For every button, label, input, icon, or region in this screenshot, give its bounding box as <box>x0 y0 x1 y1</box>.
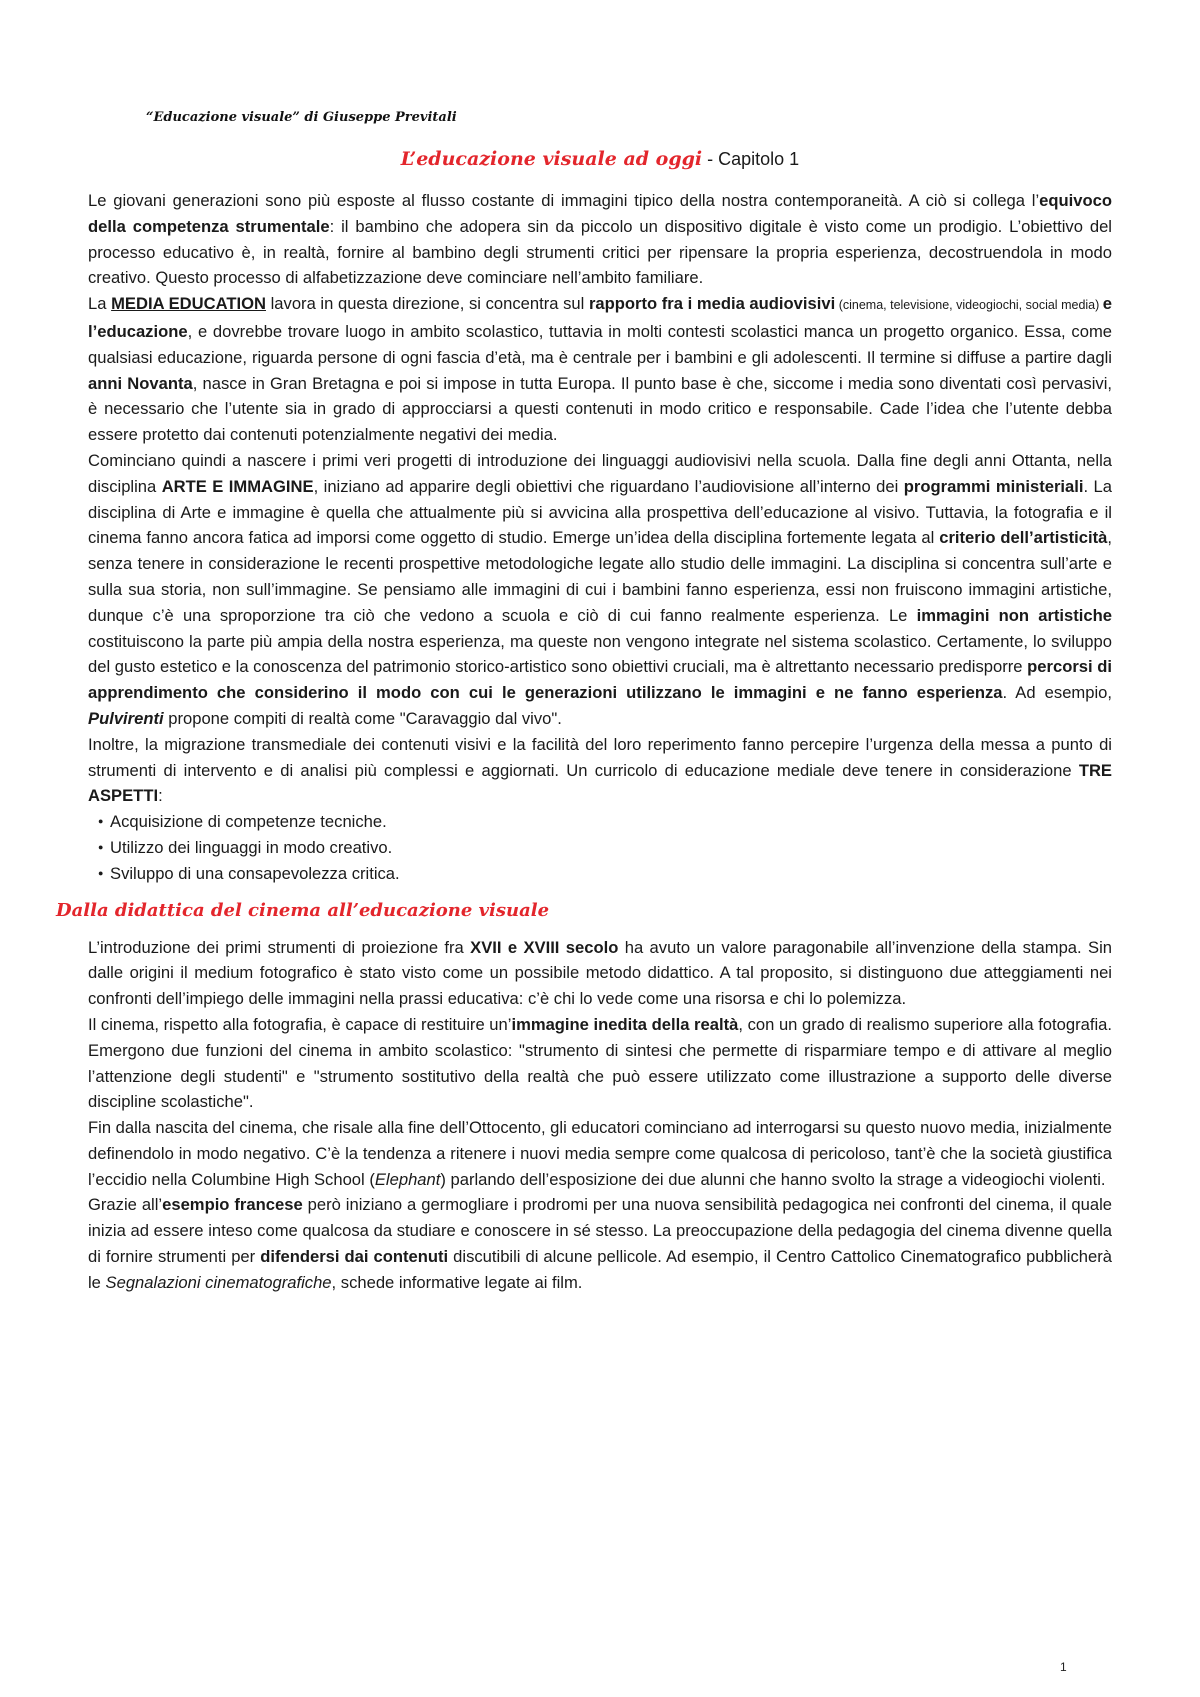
bold-term: XVII e XVIII secolo <box>470 937 619 957</box>
text: : <box>158 786 163 806</box>
paragraph-1 <box>88 188 1112 291</box>
text: . Ad esempio, <box>1002 683 1112 703</box>
text: L’introduzione dei primi strumenti di proiezione fra <box>88 937 471 957</box>
text: ha avuto un valore paragonabile all’invenzione della stampa. Sin dalle origini il medium fotografico è stato visto come un possibile metodo didattico. A tal proposito, si distinguono due atteggiamenti nei confronti dell’impiego delle immagini nella prassi educativa: c’è chi lo vede come una risorsa e chi lo polemizza. <box>88 937 1112 1009</box>
text: Le giovani generazioni sono più esposte al flusso costante di immagini tipico della nostra contemporaneità. A ciò si collega l’ <box>88 191 1040 210</box>
text: . La disciplina di Arte e immagine è quella che attualmente più si avvicina alla prospettiva dell’educazione al visivo. Tuttavia, la fotografia e il cinema fanno ancora fatica ad imporsi come oggetto di studio. Emerge un’idea della disciplina fortemente legata al <box>88 476 1112 548</box>
bold-term: immagine inedita della realtà <box>511 1014 739 1034</box>
bold-term: immagini non artistiche <box>916 605 1112 625</box>
text: Cominciano quindi a nascere i primi veri progetti di introduzione dei linguaggi audiovisivi nella scuola. Dalla fine degli anni Ottanta, nella disciplina <box>88 450 1112 496</box>
aspects-list <box>88 809 1112 886</box>
document-header: “Educazione visuale” di Giuseppe Previtali <box>146 110 457 125</box>
text: ) parlando dell’esposizione dei due alunni che hanno svolto la strage a videogiochi violenti. <box>440 1169 1106 1189</box>
chapter-title <box>0 148 1200 170</box>
bold-term: TRE ASPETTI <box>88 760 1112 806</box>
bold-term: rapporto fra i media audiovisivi <box>588 294 836 314</box>
paragraph-3 <box>88 448 1112 732</box>
text: , con un grado di realismo superiore alla fotografia. Emergono due funzioni del cinema in ambito scolastico: "strumento di sintesi che permette di risparmiare tempo e di attivare al meglio l’attenzione degli studenti" e "strumento sostitutivo della realtà che può essere utilizzato come illustrazione a supporto delle diverse discipline scolastiche". <box>88 1014 1112 1112</box>
text: lavora in questa direzione, si concentra sul <box>265 294 589 314</box>
bold-term: equivoco della competenza strumentale <box>88 191 1112 236</box>
text: La <box>88 294 112 314</box>
bold-term: criterio dell’artisticità <box>939 528 1108 548</box>
text: costituiscono la parte più ampia della nostra esperienza, ma queste non vengono integrate nel sistema scolastico. Certamente, lo sviluppo del gusto estetico e la conoscenza del patrimonio storico-artistico sono obiettivi cruciali, ma è altrettanto necessario predisporre <box>88 631 1112 677</box>
small-text: (cinema, televisione, videogiochi, social media) <box>835 298 1103 313</box>
text: , senza tenere in considerazione le recenti prospettive metodologiche legate allo studio delle immagini. La disciplina si concentra sull’arte e sulla sua storia, non sull’immagine. Se pensiamo alle immagini di cui i bambini fanno esperienza, essi non fruiscono immagini artistiche, dunque c’è una sproporzione tra ciò che vedono a scuola e ciò di cui fanno realmente esperienza. Le <box>88 528 1113 625</box>
text: , iniziano ad apparire degli obiettivi che riguardano l’audiovisione all’interno dei <box>313 476 904 496</box>
text: , schede informative legate ai film. <box>331 1272 583 1292</box>
list-item: ● Utilizzo dei linguaggi in modo creativo. <box>110 835 1112 861</box>
list-item: ● Acquisizione di competenze tecniche. <box>110 809 1112 835</box>
paragraph-8 <box>88 1192 1112 1295</box>
text: , nasce in Gran Bretagna e poi si impose in tutta Europa. Il punto base è che, siccome i media sono diventati così pervasivi, è necessario che l’utente sia in grado di approcciarsi a questi contenuti in modo critico e responsabile. Cade l’idea che l’utente debba essere protetto dai contenuti potenzialmente negativi dei media. <box>88 373 1112 445</box>
bold-term: ARTE E IMMAGINE <box>161 476 314 496</box>
bold-term: programmi ministeriali <box>903 476 1084 496</box>
text: però iniziano a germogliare i prodromi per una nuova sensibilità pedagogica nei confronti del cinema, il quale inizia ad essere inteso come qualcosa da studiare e conoscere in sé stesso. La preoccupazione della pedagogia del cinema divenne quella di fornire strumenti per <box>88 1195 1112 1267</box>
section-title: Dalla didattica del cinema all’educazione visuale <box>56 899 550 921</box>
italic-title: Segnalazioni cinematografiche <box>105 1272 332 1292</box>
bold-term: esempio francese <box>162 1195 303 1215</box>
bold-underlined-term: MEDIA EDUCATION <box>111 294 266 314</box>
paragraph-5 <box>88 935 1112 1012</box>
chapter-title-script: L’educazione visuale ad oggi <box>400 148 703 170</box>
bold-term: difendersi dai contenuti <box>260 1247 449 1267</box>
paragraph-2 <box>88 291 1112 448</box>
text: Fin dalla nascita del cinema, che risale alla fine dell’Ottocento, gli educatori cominciano ad interrogarsi su questo nuovo media, inizialmente definendolo in modo negativo. C’è la tendenza a ritenere i nuovi media sempre come qualcosa di pericoloso, tant’è che la società giustifica l’eccidio nella Columbine High School ( <box>88 1118 1112 1189</box>
chapter-title-suffix: - Capitolo 1 <box>702 149 800 169</box>
text: , e dovrebbe trovare luogo in ambito scolastico, tuttavia in molti contesti scolastici manca un progetto organico. Essa, come qualsiasi educazione, riguarda persone di ogni fascia d’età, ma è centrale per i bambini e gli adolescenti. Il termine si diffuse a partire dagli <box>88 321 1112 367</box>
text: Grazie all’ <box>88 1195 163 1215</box>
text: Inoltre, la migrazione transmediale dei contenuti visivi e la facilità del loro reperimento fanno percepire l’urgenza della messa a punto di strumenti di intervento e di analisi più complessi e aggiornati. Un curricolo di educazione mediale deve tenere in considerazione <box>88 734 1112 780</box>
text: Il cinema, rispetto alla fotografia, è capace di restituire un’ <box>88 1014 512 1034</box>
paragraph-7 <box>88 1115 1112 1192</box>
list-item: ● Sviluppo di una consapevolezza critica. <box>110 861 1112 887</box>
page-number: 1 <box>1060 1660 1067 1674</box>
paragraph-6 <box>88 1012 1112 1115</box>
bold-italic-name: Pulvirenti <box>88 708 164 728</box>
bold-term: percorsi di apprendimento che considerino il modo con cui le generazioni utilizzano le immagini e ne fanno esperienza <box>88 657 1112 703</box>
text: discutibili di alcune pellicole. Ad esempio, il Centro Cattolico Cinematografico pubblicherà le <box>88 1247 1112 1292</box>
document-body <box>56 188 1113 1296</box>
bold-term: anni Novanta <box>88 373 193 393</box>
italic-title: Elephant <box>374 1169 441 1189</box>
text: propone compiti di realtà come "Caravaggio dal vivo". <box>163 708 562 728</box>
text: : il bambino che adopera sin da piccolo un dispositivo digitale è visto come un prodigio. L’obiettivo del processo educativo è, in realtà, fornire al bambino degli strumenti critici per ripensare la propria esperienza, decostruendola in modo creativo. Questo processo di alfabetizzazione deve cominciare nell’ambito familiare. <box>88 216 1112 288</box>
bold-term: e l’educazione <box>88 294 1113 341</box>
paragraph-4 <box>88 732 1112 809</box>
